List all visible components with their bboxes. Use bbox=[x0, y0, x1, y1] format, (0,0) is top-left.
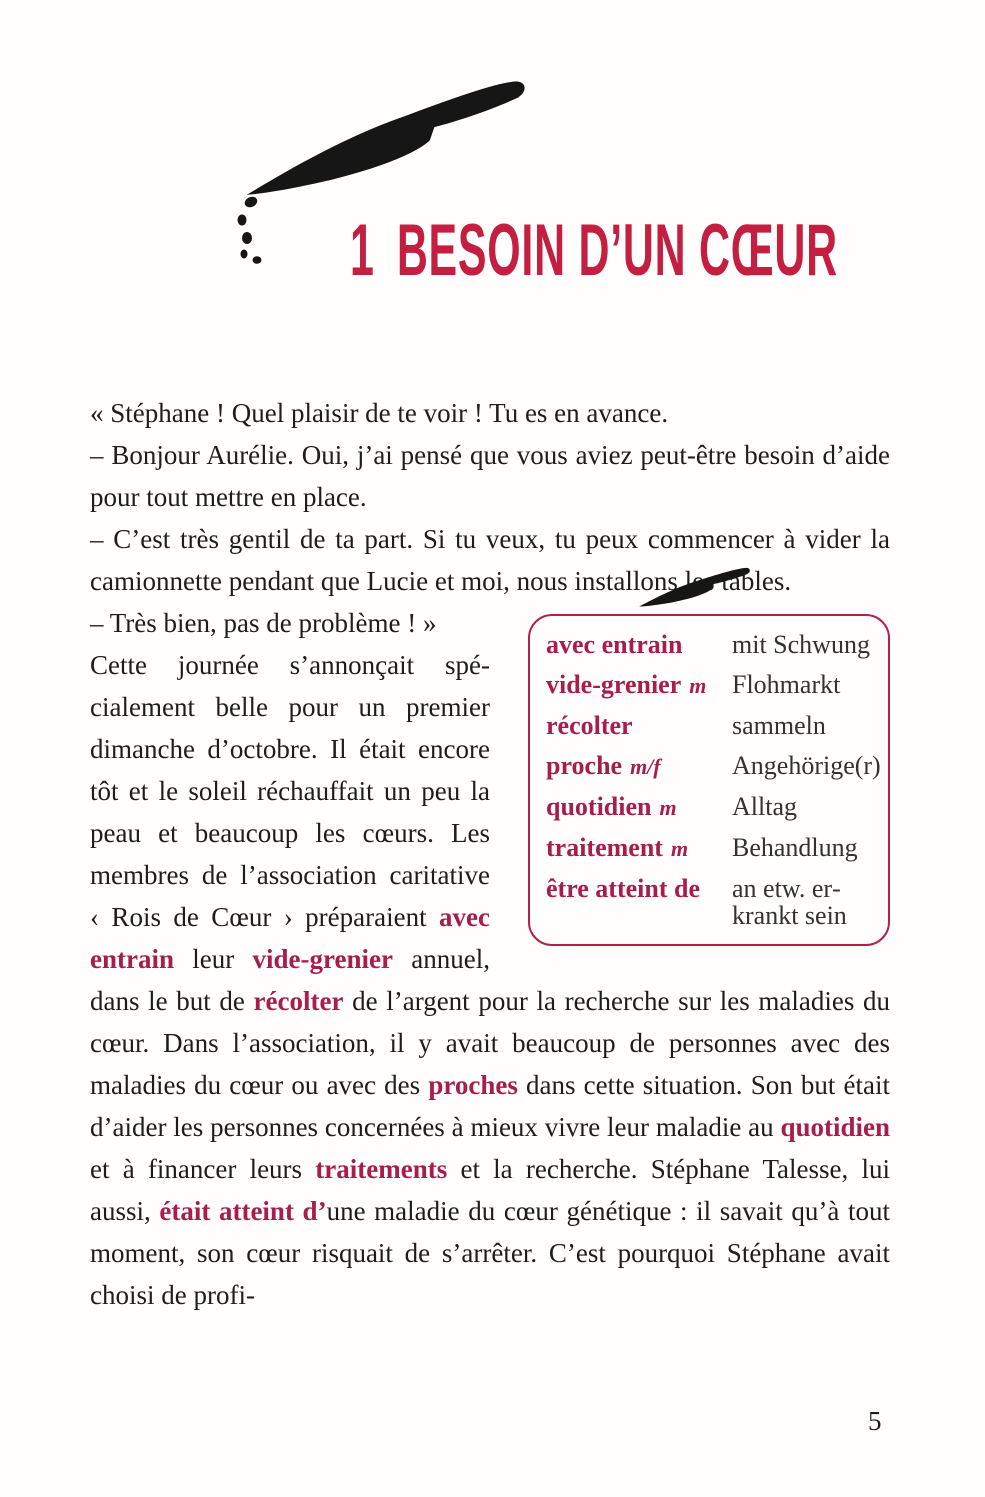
blood-drips-icon bbox=[234, 194, 270, 278]
vocab-term-de: Behandlung bbox=[732, 833, 858, 862]
dialogue-line: – Très bien, pas de problème ! » bbox=[90, 608, 437, 638]
vocab-term-fr: quotidien m bbox=[546, 792, 677, 821]
vocab-term-fr: récolter bbox=[546, 711, 633, 740]
vocab-term-fr: proche m/f bbox=[546, 751, 661, 780]
story-text bbox=[90, 392, 890, 1316]
vocab-term-de: mit Schwung bbox=[732, 630, 870, 659]
vocab-term-de: an etw. erkrankt sein bbox=[732, 874, 847, 930]
vocab-term-de: sammeln bbox=[732, 711, 826, 740]
vocab-term-fr: avec entrain bbox=[546, 630, 683, 659]
dialogue-line: « Stéphane ! Quel plaisir de te voir ! Tu es en avance. bbox=[90, 398, 669, 428]
vocab-term-de: Alltag bbox=[732, 792, 797, 821]
vocab-gender: m bbox=[670, 836, 689, 861]
vocab-term-de: Angehörige(r) bbox=[732, 751, 881, 780]
vocab-gender: m/f bbox=[630, 754, 661, 779]
chapter-title-row bbox=[350, 208, 838, 292]
vocab-gender: m bbox=[659, 795, 677, 820]
vocab-box bbox=[528, 614, 890, 946]
vocab-gender: m bbox=[689, 673, 707, 698]
dialogue-line: – Bonjour Aurélie. Oui, j’ai pensé que vous aviez peut-être besoin d’aide pour tout mettre en place. bbox=[90, 440, 890, 512]
page-number: 5 bbox=[868, 1406, 882, 1436]
dialogue-line: – C’est très gentil de ta part. Si tu veux, tu peux commencer à vider la camionnette pendant que Lucie et moi, nous installons les tables. bbox=[90, 524, 890, 596]
chapter-number: 1 bbox=[350, 208, 375, 292]
chapter-title: BESOIN D’UN CŒUR bbox=[396, 208, 838, 292]
vocab-term-fr: traitement m bbox=[546, 833, 689, 862]
vocab-list bbox=[546, 630, 881, 930]
vocab-term-fr: être atteint de bbox=[546, 874, 701, 903]
vocab-term-de: Flohmarkt bbox=[732, 670, 841, 699]
narrative-paragraph: Cette journée s’annonçait spécialement belle pour un premier dimanche d’octobre. Il était encore tôt et le soleil réchauffait un peu la peau et beaucoup les cœurs. Les membres de l’association caritative ‹ Rois de Cœur › préparaient avec entrain leur vide-grenier annuel, dans le but de récolter de l’argent pour la recherche sur les maladies du cœur. Dans l’association, il y avait beaucoup de personnes avec des maladies du cœur ou avec des proches dans cette situation. Son but était d’aider les personnes concernées à mieux vivre leur maladie au quotidien et à financer leurs traitements et la recherche. Stéphane Talesse, lui aussi, était atteint d’une maladie du cœur génétique : il savait qu’à tout moment, son cœur risquait de s’arrêter. C’est pourquoi Stéphane avait choisi de profi- bbox=[90, 650, 890, 1310]
knife-icon bbox=[234, 73, 540, 211]
vocab-box-container bbox=[528, 602, 890, 954]
vocab-term-fr: vide-grenier m bbox=[546, 670, 707, 699]
